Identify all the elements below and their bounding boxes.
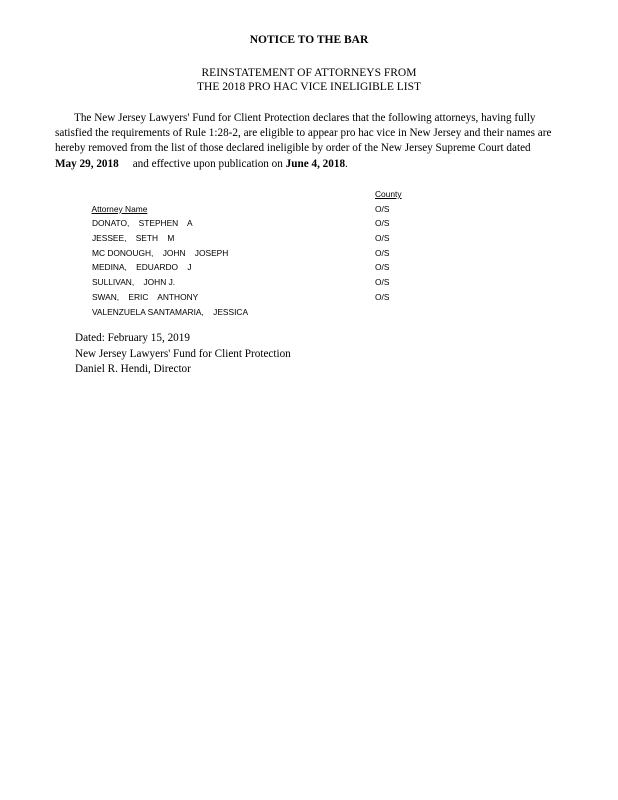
header-attorney-name: Attorney Name	[91, 203, 148, 214]
signature-block	[75, 331, 291, 378]
order-date: May 29, 2018	[55, 157, 119, 170]
attorney-name: JESSEE, SETH M	[91, 233, 175, 244]
attorney-county: O/S	[375, 262, 390, 273]
notice-body	[55, 111, 575, 172]
attorney-name: VALENZUELA SANTAMARIA, JESSICA	[91, 306, 249, 317]
organization-name: New Jersey Lawyers' Fund for Client Protection	[75, 347, 291, 360]
body-line-3: hereby removed from the list of those declared ineligible by order of the New Jersey Supreme Court dated	[55, 142, 531, 155]
table-row	[78, 290, 438, 317]
attorney-name: MEDINA, EDUARDO J	[91, 262, 192, 273]
attorney-county: O/S	[375, 233, 390, 244]
signatory-name: Daniel R. Hendi, Director	[75, 363, 191, 375]
body-line-2: satisfied the requirements of Rule 1:28-2, are eligible to appear pro hac vice in New Jersey and their names are	[55, 127, 552, 140]
attorney-county: O/S	[375, 203, 390, 214]
attorney-county: O/S	[375, 277, 390, 288]
table-row	[78, 246, 438, 273]
attorney-name: SULLIVAN, JOHN J.	[91, 277, 176, 288]
table-row	[78, 260, 438, 288]
table-row	[78, 275, 438, 302]
attorney-county: O/S	[375, 247, 390, 258]
attorney-county: O/S	[375, 291, 390, 302]
table-row	[78, 216, 438, 244]
dated-line: Dated: February 15, 2019	[75, 332, 190, 344]
attorney-name: SWAN, ERIC ANTHONY	[91, 291, 199, 302]
table-row	[78, 231, 438, 258]
notice-title: NOTICE TO THE BAR	[249, 34, 369, 46]
body-line-1	[55, 111, 575, 126]
subtitle-line-1: REINSTATEMENT OF ATTORNEYS FROM	[201, 67, 417, 79]
table-row	[78, 202, 438, 229]
header-county: County	[375, 189, 402, 199]
body-line-4	[55, 157, 575, 172]
effective-text: and effective upon publication on	[132, 157, 283, 170]
closing-period: .	[345, 157, 348, 170]
attorney-name: DONATO, STEPHEN A	[91, 218, 193, 229]
attorney-county: O/S	[375, 218, 390, 229]
effective-date: June 4, 2018	[285, 157, 346, 170]
subtitle-line-2: THE 2018 PRO HAC VICE INELIGIBLE LIST	[196, 81, 422, 93]
attorney-table	[78, 187, 438, 317]
body-line-1-text: The New Jersey Lawyers' Fund for Client Protection declares that the following attorneys, having fully	[74, 112, 536, 124]
attorney-name: MC DONOUGH, JOHN JOSEPH	[91, 247, 229, 258]
